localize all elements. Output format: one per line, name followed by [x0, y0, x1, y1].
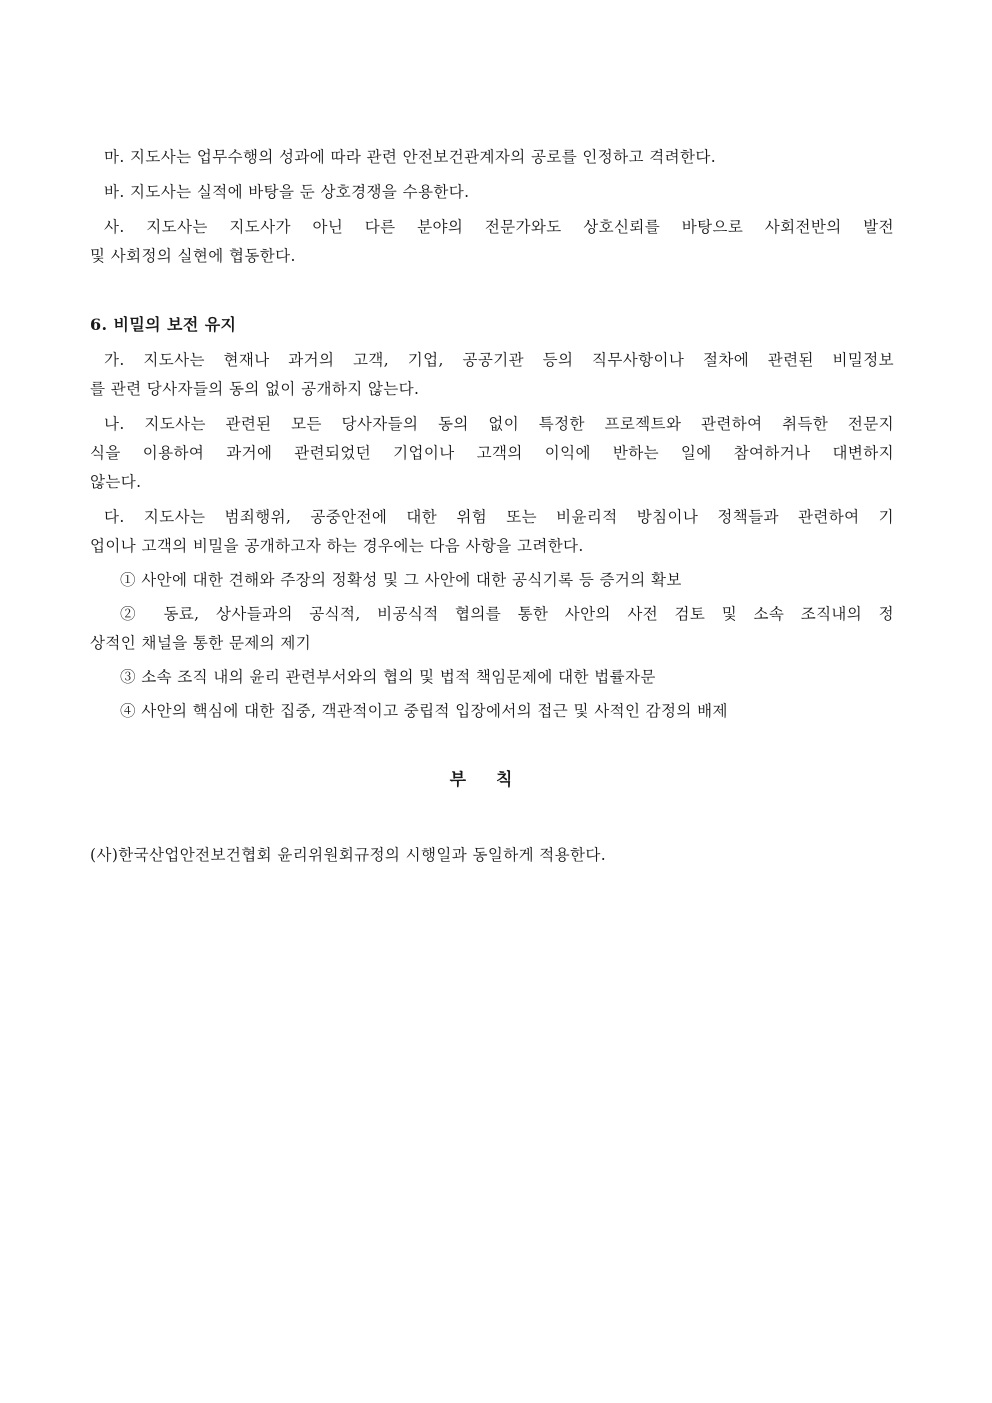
- sub-item-1: ① 사안에 대한 견해와 주장의 정확성 및 그 사안에 대한 공식기록 등 증거의 확보: [120, 571, 682, 589]
- item-na-line3: 않는다.: [90, 473, 142, 491]
- item-ma: 마. 지도사는 업무수행의 성과에 따라 관련 안전보건관계자의 공로를 인정하고 격려한다.: [104, 148, 717, 166]
- item-na-line1: 나. 지도사는 관련된 모든 당사자들의 동의 없이 특정한 프로젝트와 관련하여 취득한 전문지: [104, 415, 894, 433]
- item-ga-line1: 가. 지도사는 현재나 과거의 고객, 기업, 공공기관 등의 직무사항이나 절차에 관련된 비밀정보: [104, 351, 894, 369]
- sub-item-4: ④ 사안의 핵심에 대한 집중, 객관적이고 중립적 입장에서의 접근 및 사적인 감정의 배제: [120, 702, 728, 720]
- item-ga-line2: 를 관련 당사자들의 동의 없이 공개하지 않는다.: [90, 380, 420, 398]
- item-sa-line1: 사. 지도사는 지도사가 아닌 다른 분야의 전문가와도 상호신뢰를 바탕으로 사회전반의 발전: [104, 218, 894, 236]
- item-ba: 바. 지도사는 실적에 바탕을 둔 상호경쟁을 수용한다.: [104, 183, 470, 201]
- item-da-line2: 업이나 고객의 비밀을 공개하고자 하는 경우에는 다음 사항을 고려한다.: [90, 537, 584, 555]
- sub-item-2-line2: 상적인 채널을 통한 문제의 제기: [90, 634, 312, 652]
- item-sa-line2: 및 사회정의 실현에 협동한다.: [90, 247, 296, 265]
- item-da-line1: 다. 지도사는 범죄행위, 공중안전에 대한 위험 또는 비윤리적 방침이나 정책들과 관련하여 기: [104, 508, 894, 526]
- section6-heading: 6. 비밀의 보전 유지: [90, 315, 237, 334]
- addendum-title: 부칙: [449, 770, 543, 790]
- addendum-text: (사)한국산업안전보건협회 윤리위원회규정의 시행일과 동일하게 적용한다.: [90, 846, 607, 864]
- sub-item-3: ③ 소속 조직 내의 윤리 관련부서와의 협의 및 법적 책임문제에 대한 법률자문: [120, 668, 656, 686]
- sub-item-2-line1: ② 동료, 상사들과의 공식적, 비공식적 협의를 통한 사안의 사전 검토 및 소속 조직내의 정: [120, 605, 894, 623]
- item-na-line2: 식을 이용하여 과거에 관련되었던 기업이나 고객의 이익에 반하는 일에 참여하거나 대변하지: [90, 444, 894, 462]
